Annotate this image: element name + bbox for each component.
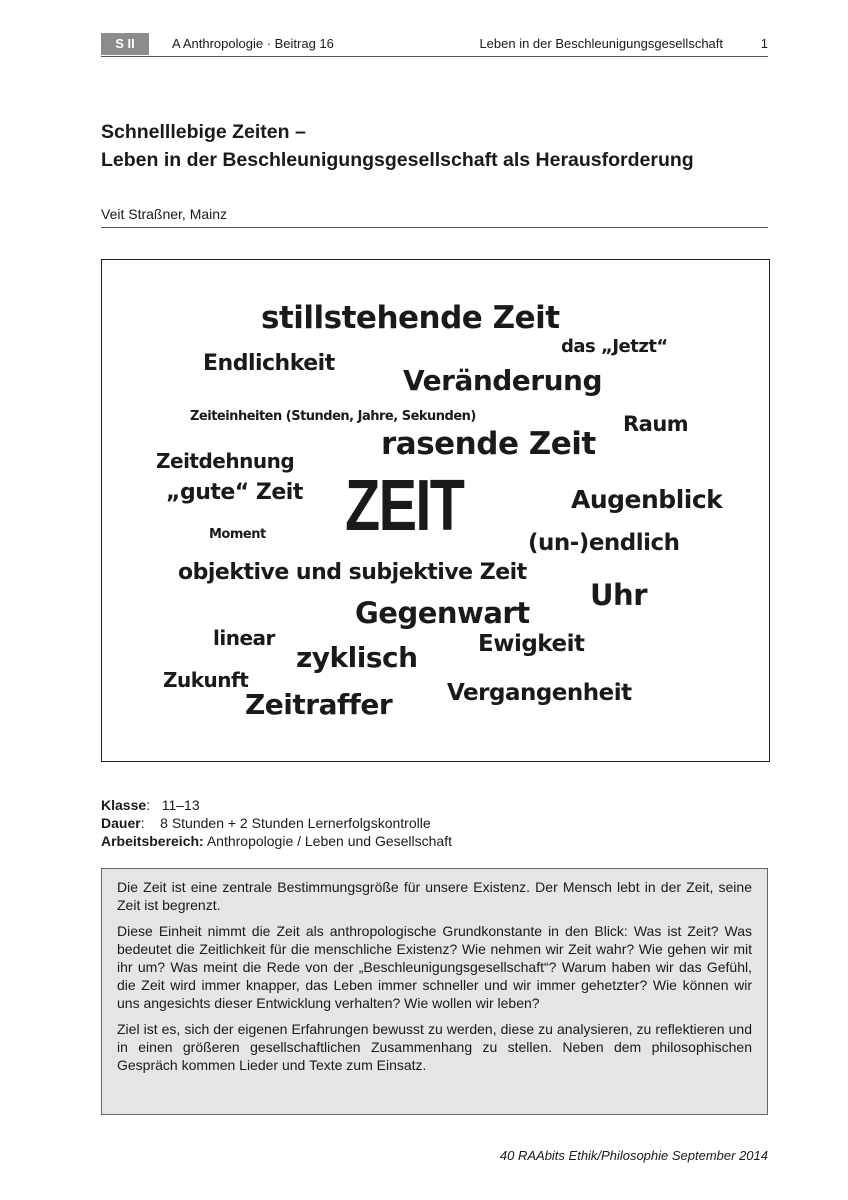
- document-title: [101, 118, 694, 174]
- running-title: Leben in der Beschleunigungsgesellschaft: [479, 36, 723, 51]
- cloud-word-zukunft: Zukunft: [163, 668, 249, 692]
- page-footer: 40 RAAbits Ethik/Philosophie September 2014: [499, 1148, 768, 1163]
- summary-paragraph: Die Zeit ist eine zentrale Bestimmungsgröße für unsere Existenz. Der Mensch lebt in der Zeit, seine Zeit ist begrenzt.: [117, 879, 752, 913]
- meta-duration-label: Dauer: [101, 815, 141, 831]
- cloud-word-zeit: ZEIT: [345, 466, 464, 546]
- title-line-2: Leben in der Beschleunigungsgesellschaft als Herausforderung: [101, 149, 694, 171]
- author-row: [101, 206, 768, 228]
- meta-area-row: [101, 832, 452, 850]
- cloud-word-ewigkeit: Ewigkeit: [478, 631, 585, 657]
- cloud-word-zyklisch: zyklisch: [296, 641, 418, 674]
- cloud-word-gegenwart: Gegenwart: [355, 596, 530, 630]
- meta-duration-row: Dauer: 8 Stunden + 2 Stunden Lernerfolgskontrolle: [101, 815, 431, 831]
- cloud-word-zeitdehnung: Zeitdehnung: [156, 449, 295, 473]
- series-label: A Anthropologie · Beitrag 16: [172, 36, 334, 51]
- cloud-word-un-endlich: (un-)endlich: [528, 530, 680, 556]
- word-cloud: [101, 259, 770, 762]
- meta-duration-value: 8 Stunden + 2 Stunden Lernerfolgskontrolle: [160, 815, 431, 831]
- cloud-word-zeiteinheiten: Zeiteinheiten (Stunden, Jahre, Sekunden): [190, 409, 476, 424]
- title-line-1: Schnelllebige Zeiten –: [101, 121, 306, 143]
- meta-class-label: Klasse: [101, 797, 147, 813]
- cloud-word-raum: Raum: [623, 412, 689, 436]
- cloud-word-uhr: Uhr: [590, 578, 647, 612]
- meta-area-value: Anthropologie / Leben und Gesellschaft: [206, 833, 452, 849]
- cloud-word-stillstehende-zeit: stillstehende Zeit: [261, 300, 560, 336]
- summary-paragraph: Ziel ist es, sich der eigenen Erfahrungen bewusst zu werden, diese zu analysieren, zu reflektieren und in einen größeren gesellschaftlichen Zusammenhang zu stellen. Neben dem philosophischen Gespräch kommen Lieder und Texte zum Einsatz.: [117, 1021, 752, 1073]
- page-number: 1: [760, 36, 768, 51]
- cloud-word-vergangenheit: Vergangenheit: [447, 680, 632, 706]
- page-header: [101, 33, 768, 57]
- meta-class-row: Klasse: 11–13: [101, 797, 200, 813]
- cloud-word-rasende-zeit: rasende Zeit: [381, 426, 596, 462]
- cloud-word-augenblick: Augenblick: [571, 485, 723, 514]
- cloud-word-moment: Moment: [209, 527, 266, 542]
- cloud-word-linear: linear: [213, 626, 275, 650]
- level-badge: S II: [101, 33, 149, 55]
- summary-paragraph: Diese Einheit nimmt die Zeit als anthropologische Grundkonstante in den Blick: Was ist Zeit? Was bedeutet die Zeitlichkeit für die menschliche Existenz? Wie nehmen wir Zeit wahr? Wie gehen wir mit ihr um? Was meint die Rede von der „Beschleunigungsgesellschaft“? Warum haben wir das Gefühl, die Zeit wird immer knapper, das Leben immer schneller und wir immer gehetzter? Wie können wir uns angesichts dieser Entwicklung verhalten? Wie wollen wir leben?: [117, 923, 752, 1011]
- summary-box: [101, 868, 768, 1115]
- meta-area-label: Arbeitsbereich:: [101, 833, 204, 849]
- cloud-word-das-jetzt: das „Jetzt“: [561, 336, 668, 357]
- cloud-word-endlichkeit: Endlichkeit: [203, 351, 335, 376]
- cloud-word-veraenderung: Veränderung: [403, 364, 603, 397]
- cloud-word-gute-zeit: „gute“ Zeit: [166, 480, 303, 505]
- cloud-word-objektive-subjektive: objektive und subjektive Zeit: [178, 560, 527, 585]
- meta-class-value: 11–13: [161, 797, 200, 813]
- cloud-word-zeitraffer: Zeitraffer: [245, 688, 393, 721]
- author: Veit Straßner, Mainz: [101, 206, 228, 222]
- course-meta: [101, 796, 452, 850]
